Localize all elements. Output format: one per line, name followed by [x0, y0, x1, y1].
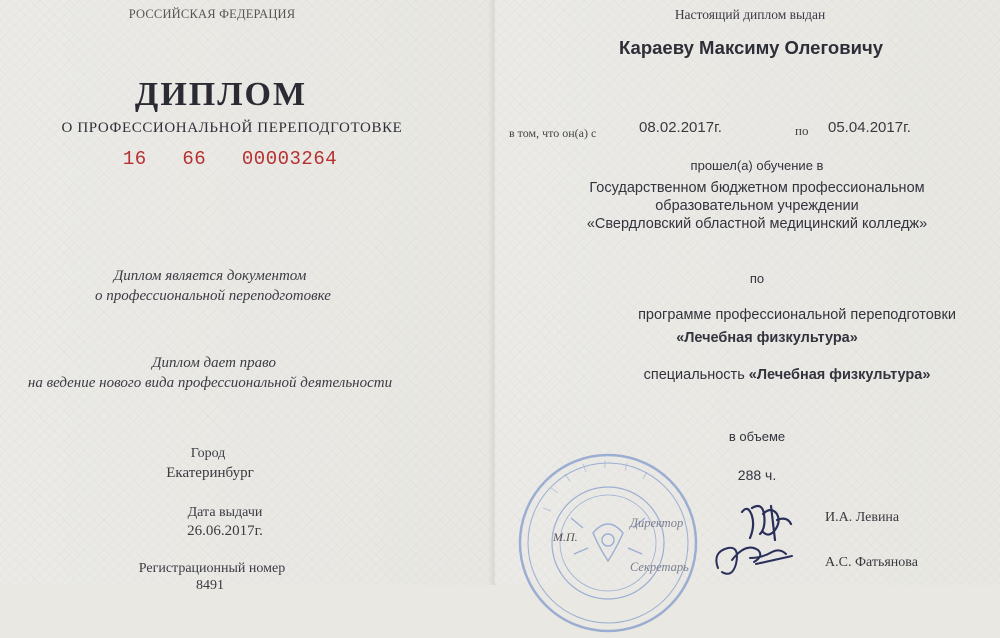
completed-label: прошел(а) обучение в: [690, 158, 824, 173]
city-label: Город: [190, 446, 226, 461]
specialty-label: специальность: [643, 367, 745, 383]
hours-value: 288 ч.: [737, 467, 777, 483]
city-value: Екатеринбург: [166, 465, 254, 481]
rights-line-2: на ведение нового вида профессиональной деятельности: [27, 375, 393, 391]
period-prefix: в том, что он(а) с: [509, 126, 597, 140]
program-name: «Лечебная физкультура»: [676, 330, 858, 346]
volume-label: в объеме: [728, 429, 786, 444]
purpose-line-2: о профессиональной переподготовке: [95, 288, 331, 304]
diploma-left-page: [0, 0, 495, 593]
rights-line-1: Диплом дает право: [152, 355, 276, 371]
recipient-name: Караеву Максиму Олеговичу: [619, 37, 883, 58]
program-label: программе профессиональной переподготовки: [638, 307, 956, 323]
by-label: по: [749, 271, 765, 286]
institution-line-3: «Свердловский областной медицинский колледж»: [586, 216, 928, 232]
stamp-place-label: М.П.: [553, 530, 578, 544]
document-title: ДИПЛОМ: [134, 76, 308, 113]
diploma-right-page: [495, 0, 1000, 585]
purpose-line-1: Диплом является документом: [113, 268, 307, 284]
specialty-line: [644, 367, 931, 383]
specialty-name: «Лечебная физкультура»: [748, 367, 931, 383]
director-label: Директор: [630, 516, 684, 530]
issue-date-label: Дата выдачи: [187, 505, 263, 520]
date-to: 05.04.2017г.: [828, 119, 911, 136]
issued-to-label: Настоящий диплом выдан: [674, 7, 826, 22]
secretary-signature: [710, 538, 800, 583]
diploma-number: 16 66 00003264: [122, 148, 338, 170]
secretary-label: Секретарь: [630, 560, 689, 574]
official-seal-stamp: [513, 448, 703, 638]
period-to-label: по: [795, 123, 809, 138]
issue-date-value: 26.06.2017г.: [187, 523, 263, 539]
registration-number: 8491: [196, 578, 224, 593]
institution-line-2: образовательном учреждении: [655, 198, 859, 214]
director-name: И.А. Левина: [825, 510, 900, 525]
document-subtitle: О ПРОФЕССИОНАЛЬНОЙ ПЕРЕПОДГОТОВКЕ: [61, 120, 403, 136]
institution-line-1: Государственном бюджетном профессиональном: [589, 180, 925, 196]
country-label: РОССИЙСКАЯ ФЕДЕРАЦИЯ: [128, 7, 296, 21]
date-from: 08.02.2017г.: [639, 119, 722, 136]
secretary-name: А.С. Фатьянова: [825, 555, 918, 570]
registration-label: Регистрационный номер: [138, 561, 286, 576]
